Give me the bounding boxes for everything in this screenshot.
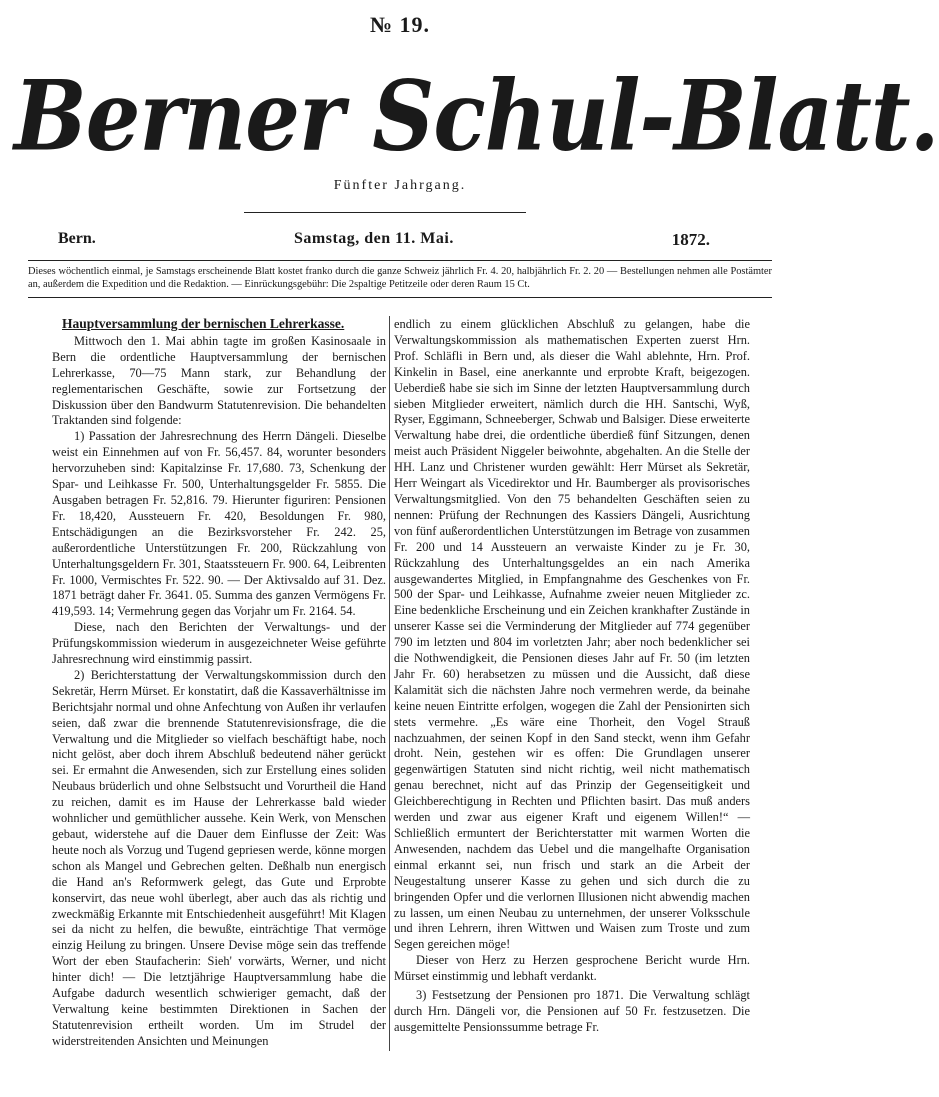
dateline: [58, 230, 710, 252]
article-paragraph: endlich zu einem glücklichen Abschluß zu gelangen, habe die Verwaltungskommission als mathematischen Experten zuerst Hrn. Prof. Schläfli in Bern und, als dieser die Wahl ablehnte, Hrn. Prof. Kinkelin in Basel, eine anerkannte und erprobte Kraft, beigezogen. Ueberdieß habe sie sich im Sinne der letzten Hauptversammlung durch sieben Mitglieder erweitert, nämlich durch die HH. Santschi, Wyß, Ryser, Eggimann, Schneeberger, Schwab und Balsiger. Diese erweiterte Verwaltung habe drei, die ordentliche überdieß fünf Sitzungen, denen meist auch Präsident Niggeler beiwohnte, abgehalten. An die Stelle der HH. Lanz und Christener wurden gewählt: Herr Mürset als Sekretär, Herr Weingart als Vicedirektor und Hr. Baumberger als provisorisches Verwaltungsmitglied. Von den 75 behandelten Geschäften seien zu nennen: Prüfung der Rechnungen des Kassiers Dängeli, Ausrichtung von fünf außerordentlichen Unterstützungen im Betrage von zusammen Fr. 200 und 14 Aussteuern an verwaiste Kinder zu je Fr. 30, Rückzahlung des Unterhaltungsgeldes an ein nach Amerika ausgewandertes Mitglied, in Empfangnahme des Geschenkes von Fr. 500 der Spar- und Leihkasse, Aufnahme zweier neuen Mitglieder zc. Eine bedenkliche Erscheinung und ein Zeichen krankhafter Zustände in unserer Kasse sei die Verminderung der Mitglieder auf 774 gegenüber 790 im letzten und 804 im vorletzten Jahr; aber noch bedenklicher sei die Nothwendigkeit, die Pensionen dieses Jahr auf Fr. 50 (im letzten Jahr Fr. 60) herabsetzen zu müssen und die Aussicht, daß diese Kalamität sich die nächsten Jahre noch vermehren werde, da beinahe keine neuen Eintritte erfolgen, wogegen die Zahl der Pensionirten sich stets vermehre. „Es wäre eine Thorheit, den Vogel Strauß nachzuahmen, der seinen Kopf in den Sand steckt, wenn ihm Gefahr droht. Nein, gestehen wir es offen: Die Grundlagen unserer gegenwärtigen Statuten sind nicht richtig, weil nicht mathematisch genau berechnet, nicht auf das Prinzip der Gegenseitigkeit und Gleichberechtigung in Rechten und Pflichten basirt. Das muß anders werden und zwar aus eigener Kraft und eigenem Willen!“ — Schließlich ermuntert der Berichterstatter mit warmen Worten die Anwesenden, nachdem das Uebel und die mangelhafte Organisation einmal erkannt sei, nun frisch und stark an die Arbeit der Neugestaltung unserer Kasse zu gehen und sich durch die zu bringenden Opfer und die verlornen Illusionen nicht abwendig machen zu lassen, um einen Neubau zu unternehmen, der unserer Volksschule und ihren Lehrern, ihren Wittwen und Waisen zum Troste und zum Segen gereichen möge!: [394, 317, 750, 952]
article-paragraph: Mittwoch den 1. Mai abhin tagte im großen Kasinosaale in Bern die ordentliche Hauptversammlung der bernischen Lehrerkasse, 70—75 Mann stark, zur Behandlung der reglementarischen Geschäfte, sowie zur Fortsetzung der Diskussion über den Bandwurm Statutenrevision. Die behandelten Traktanden sind folgende:: [52, 333, 386, 428]
article-paragraph: 1) Passation der Jahresrechnung des Herrn Dängeli. Dieselbe weist ein Einnehmen auf von Fr. 56,457. 84, worunter besonders hervorzuheben sind: Kapitalzinse Fr. 17,680. 73, Schenkung der Spar- und Leihkasse Fr. 500, Unterhaltungsgelder Fr. 5855. Die Ausgaben betragen Fr. 52,816. 79. Hierunter figuriren: Pensionen Fr. 18,420, Aussteuern Fr. 420, Besoldungen Fr. 980, Entschädigungen an die Bezirksvorsteher Fr. 242. 25, außerordentliche Unterstützungen Fr. 200, Rückzahlung von Unterhaltungsgeldern Fr. 301, Staatssteuern Fr. 900. 64, Leibrenten Fr. 1000, Vermischtes Fr. 522. 90. — Der Aktivsaldo auf 31. Dez. 1871 beträgt daher Fr. 3641. 05. Summa des ganzen Vermögens Fr. 419,593. 14; Vermehrung gegen das Vorjahr um Fr. 2164. 54.: [52, 429, 386, 619]
dateline-year: 1872.: [671, 230, 710, 249]
subscription-notice: Dieses wöchentlich einmal, je Samstags erscheinende Blatt kostet franko durch die ganze Schweiz jährlich Fr. 4. 20, halbjährlich Fr. 2. 20 — Bestellungen nehmen alle Postämter an, außerdem die Expedition und die Redaktion. — Einrückungsgebühr: Die 2spaltige Petitzeile oder deren Raum 15 Ct.: [28, 266, 772, 290]
article-heading: Hauptversammlung der bernischen Lehrerkasse.: [62, 316, 345, 331]
dateline-date: Samstag, den 11. Mai.: [294, 230, 454, 247]
masthead-title: Berner Schul-Blatt.: [14, 60, 939, 174]
article-paragraph: 3) Festsetzung der Pensionen pro 1871. Die Verwaltung schlägt durch Hrn. Dängeli vor, die Pensionen auf 50 Fr. festzusetzen. Die ausgemittelte Pensionssumme betrage Fr.: [394, 988, 750, 1034]
masthead-divider: [244, 212, 526, 213]
article-paragraph: Diese, nach den Berichten der Verwaltungs- und der Prüfungskommission wiederum in ausgezeichneter Weise geführte Jahresrechnung wird einstimmig passirt.: [52, 620, 386, 667]
article-column-right: [394, 317, 750, 1036]
column-divider: [389, 316, 390, 1051]
issue-number: № 19.: [369, 12, 431, 37]
notice-bottom-rule: [28, 297, 772, 298]
article-paragraph: 2) Berichterstattung der Verwaltungskommission durch den Sekretär, Herrn Mürset. Er konstatirt, daß die Kassaverhältnisse im Berichtsjahr normal und ohne Anfechtung von Außen ihr verlaufen seien, daß zwar die brennende Statutenrevisionsfrage, die die Verwaltung und die Mitglieder so vielfach beschäftigt habe, noch nicht gelöst, aber doch ihrem Abschluß bedeutend näher gerückt sei. Er ermahnt die Anwesenden, sich zur Erstellung eines soliden Neubaus brüderlich und ohne Selbstsucht und Vorurtheil die Hand zu reichen, damit es im Hause der Lehrerkasse bald wieder wohnlicher und gemüthlicher aussehe. Kein Werk, von Menschen gebaut, widerstehe auf die Dauer dem Einflusse der Zeit: Was heute noch als Vorzug und Tugend gepriesen werde, könne morgen schon als Mangel und Gebrechen gelten. Deßhalb nun energisch die Hand an's Reformwerk gelegt, das Gute und Erprobte konservirt, das neue wohl überlegt, aber auch das als richtig und zweckmäßig Erkannte mit Entschiedenheit ausgeführt! Mit Klagen sei da nicht zu helfen, die bewußte, einträchtige That vermöge einzig Heilung zu bringen. Unsere Devise möge sein das treffende Wort der eben Staufacherin: Sieh' vorwärts, Werner, und nicht hinter dich! — Die letztjährige Hauptversammlung habe die Aufgabe dadurch wesentlich schwieriger gemacht, daß der Verwaltung keine bestimmten Direktionen in Sachen der Statutenrevision ertheilt worden. Um im Strudel der widerstreitenden Ansichten und Meinungen: [52, 667, 386, 1048]
article-column-left: [52, 316, 386, 1050]
volume-subtitle: Fünfter Jahrgang.: [333, 178, 467, 193]
dateline-place: Bern.: [58, 230, 96, 247]
notice-top-rule: [28, 260, 772, 261]
article-paragraph: Dieser von Herz zu Herzen gesprochene Bericht wurde Hrn. Mürset einstimmig und lebhaft verdankt.: [394, 953, 750, 984]
